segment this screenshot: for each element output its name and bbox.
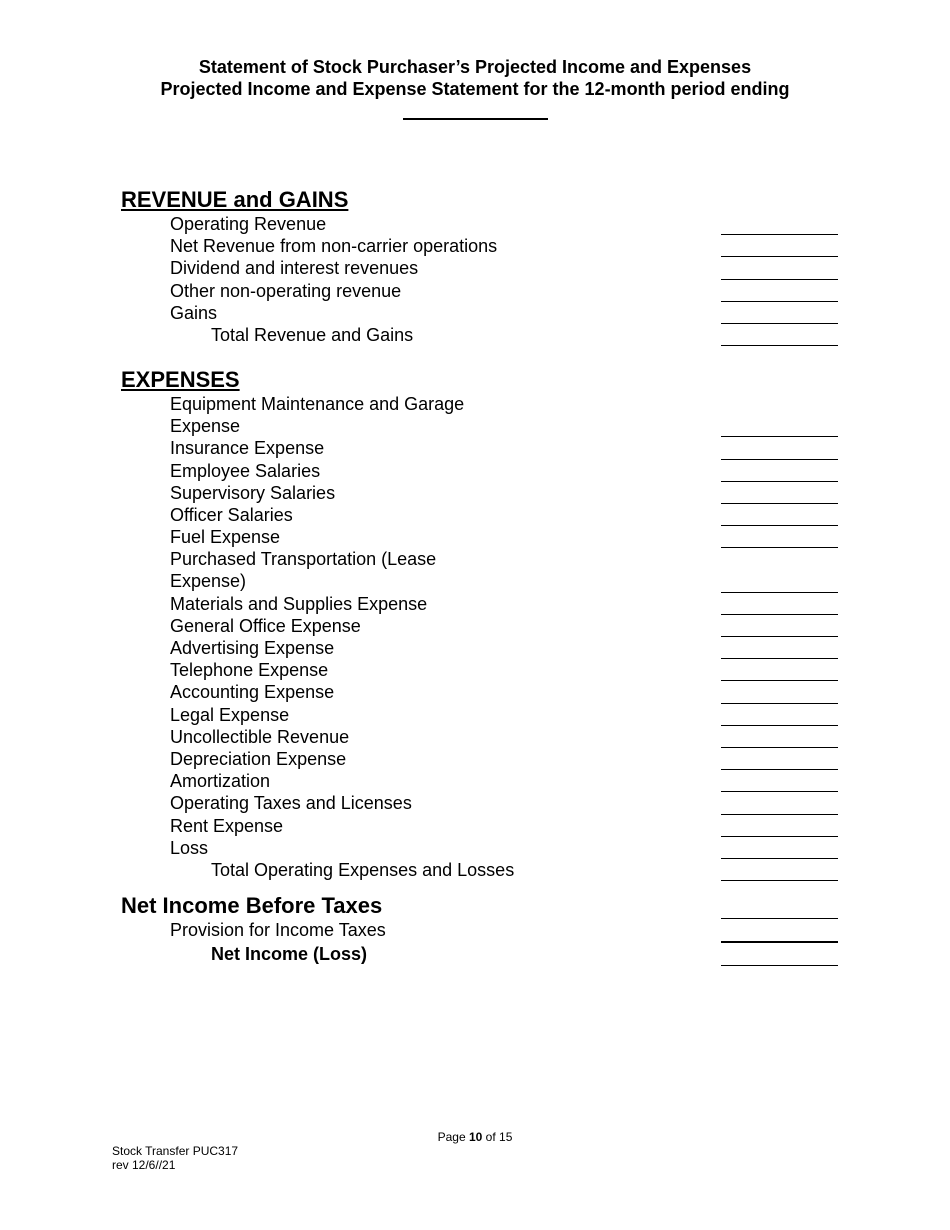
net-before-taxes-row [121,893,841,919]
expense-row [121,815,841,837]
expense-row [121,792,841,814]
revenue-row [121,257,841,279]
page-of: of [485,1130,496,1144]
net-before-taxes-heading: Net Income Before Taxes [121,893,383,918]
row-label: Operating Taxes and Licenses [170,793,412,814]
revenue-section [121,187,841,346]
row-label: Legal Expense [170,704,290,725]
expense-row [121,548,841,592]
statement-subtitle: Projected Income and Expense Statement for the 12-month period ending [160,79,790,99]
form-id: Stock Transfer PUC317 [112,1144,239,1158]
amount-blank[interactable] [721,880,838,881]
row-label: Other non-operating revenue [170,280,402,301]
page-total: 15 [499,1130,513,1144]
row-label: Fuel Expense [170,527,281,548]
expenses-heading: EXPENSES [121,367,240,392]
expense-row [121,704,841,726]
revenue-heading: REVENUE and GAINS [121,187,349,212]
revenue-row [121,213,841,235]
revision-date: rev 12/6//21 [112,1158,176,1172]
expense-row [121,593,841,615]
page-current: 10 [468,1130,483,1144]
net-income-section [121,893,841,966]
row-label: Accounting Expense [170,682,335,703]
document-header [0,56,950,125]
expense-row [121,726,841,748]
revenue-total-row [121,324,841,346]
statement-title: Statement of Stock Purchaser’s Projected Income and Expenses [198,57,752,77]
expense-row [121,659,841,681]
revenue-row [121,302,841,324]
expense-row [121,393,841,437]
row-label: Provision for Income Taxes [170,920,386,940]
revenue-row [121,280,841,302]
expenses-section [121,367,841,881]
expense-row [121,748,841,770]
row-label: Rent Expense [170,815,284,836]
expense-row [121,615,841,637]
expense-row [121,504,841,526]
revenue-row [121,235,841,257]
period-ending-blank[interactable] [403,100,548,120]
row-label: Amortization [170,771,271,792]
expense-row [121,460,841,482]
row-label: Advertising Expense [170,638,335,659]
row-label: Net Revenue from non-carrier operations [170,236,498,257]
page-number [0,1130,950,1144]
amount-blank[interactable] [721,345,838,346]
provision-row [121,919,841,943]
row-label: Dividend and interest revenues [170,258,419,279]
row-label: Uncollectible Revenue [170,726,350,747]
expense-row [121,637,841,659]
row-label: Total Operating Expenses and Losses [211,859,515,880]
expense-row [121,770,841,792]
row-label: Operating Revenue [170,214,327,234]
expense-row [121,482,841,504]
net-income-row [121,943,841,966]
expense-row [121,681,841,703]
row-label: Gains [170,302,218,323]
row-label: Supervisory Salaries [170,482,336,503]
row-label: Purchased Transportation (Lease Expense) [170,549,437,592]
document-footer [112,1144,238,1172]
row-label: General Office Expense [170,615,361,636]
expense-row [121,837,841,859]
row-label: Officer Salaries [170,504,293,525]
row-label: Telephone Expense [170,660,329,681]
amount-blank[interactable] [721,965,838,966]
row-label: Equipment Maintenance and Garage Expense [170,394,465,436]
row-label: Materials and Supplies Expense [170,593,428,614]
row-label: Insurance Expense [170,438,325,459]
row-label: Loss [170,837,209,858]
row-label: Total Revenue and Gains [211,324,414,345]
row-label: Depreciation Expense [170,749,347,770]
expense-row [121,526,841,548]
row-label: Net Income (Loss) [211,944,368,964]
row-label: Employee Salaries [170,460,321,481]
page-prefix: Page [437,1130,466,1144]
expense-row [121,437,841,459]
expenses-total-row [121,859,841,881]
